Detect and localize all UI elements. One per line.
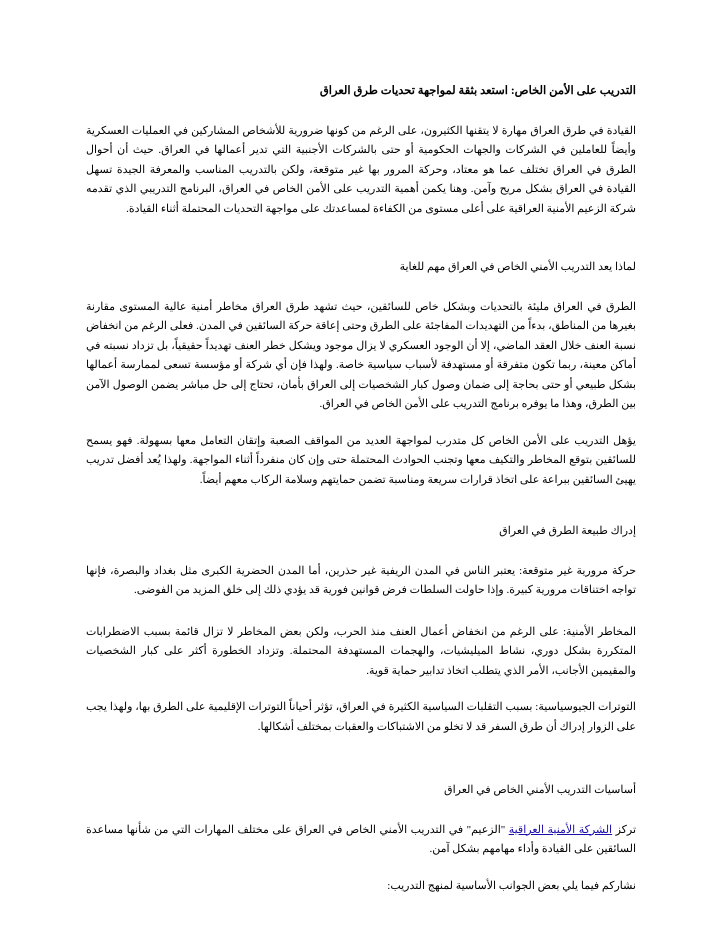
spacer (86, 278, 636, 298)
spacer (86, 490, 636, 522)
training-basics-text-start: تركز (612, 823, 637, 836)
document-page (86, 82, 636, 896)
section-heading-why-training: لماذا يعد التدريب الأمني الخاص في العراق مهم للغاية (399, 261, 636, 273)
why-training-paragraph-2: يؤهل التدريب على الأمن الخاص كل متدرب لمواجهة العديد من المواقف الصعبة وإتقان التعامل معها بسهولة. فهو يسمح للسائقين بتوقع المخاطر والتكيف معها وتجنب الحوادث المحتملة حتى وإن كان منفرداً أثناء المواجهة. ولهذا يُعد أفضل تدريب يهيئ السائقين ببراعة على اتخاذ قرارات سريعة ومناسبة تضمن حمايتهم وسلامة الركاب معهم أيضاً. (86, 434, 636, 486)
spacer (86, 601, 636, 623)
training-basics-paragraph (86, 821, 636, 860)
document-title: التدريب على الأمن الخاص: استعد بثقة لمواجهة تحديات طرق العراق (319, 85, 636, 97)
roads-security-paragraph: المخاطر الأمنية: على الرغم من انخفاض أعمال العنف منذ الحرب، ولكن بعض المخاطر لا تزال قائمة بسبب الاضطرابات المتكررة بشكل دوري، نشاط الميليشيات، والهجمات المستهدفة المحتملة. وتزداد الخطورة أكثر على كبار الشخصيات والمقيمين الأجانب، الأمر الذي يتطلب اتخاذ تدابير حماية قوية. (86, 625, 636, 677)
spacer (86, 681, 636, 698)
roads-traffic-paragraph: حركة مرورية غير متوقعة: يعتبر الناس في المدن الريفية غير حذرين، أما المدن الحضرية الكبرى مثل بغداد والبصرة، فإنها تواجه اختناقات مرورية كبيرة. وإذا حاولت السلطات فرض قوانين فورية قد يؤدي ذلك إلى خلق المزيد من الفوضى. (86, 564, 636, 596)
spacer (86, 860, 636, 877)
spacer (86, 801, 636, 821)
section-heading-roads-nature: إدراك طبيعة الطرق في العراق (499, 525, 636, 537)
spacer (86, 415, 636, 432)
section-heading-training-basics: أساسيات التدريب الأمني الخاص في العراق (444, 784, 636, 796)
spacer (86, 737, 636, 781)
training-aspects-intro: نشاركم فيما يلي بعض الجوانب الأساسية لمنهج التدريب: (387, 879, 636, 892)
roads-geopolitics-paragraph: التوترات الجيوسياسية: بسبب التقلبات السياسية الكثيرة في العراق، تؤثر أحياناً التوترات الإقليمية على الطرق بها، ولهذا يجب على الزوار إدراك أن طرق السفر قد لا تخلو من الاشتباكات والعقبات بمختلف أشكالها. (86, 701, 636, 733)
spacer (86, 219, 636, 258)
training-basics-text-end: "الزعيم" في التدريب الأمني الخاص في العراق على مختلف المهارات التي من شأنها مساعدة السائقين على القيادة وأداء مهامهم بشكل آمن. (86, 823, 636, 855)
spacer (86, 542, 636, 562)
company-link[interactable]: الشركة الأمنية العراقية (508, 823, 613, 836)
intro-paragraph: القيادة في طرق العراق مهارة لا يتقنها الكثيرون، على الرغم من كونها ضرورية للأشخاص المشاركين في العمليات العسكرية وأيضاً للعاملين في الشركات والجهات الحكومية أو حتى بالشركات الأجنبية التي تدير أعمالها في العراق. حيث أن أحوال الطرق في العراق تختلف عما هو معتاد، وحركة المرور بها غير متوقعة، ولكن بالتدريب المناسب والمعرفة الجيدة تسهل القيادة في العراق بشكل مريح وآمن. وهنا يكمن أهمية التدريب على الأمن الخاص في العراق، البرنامج التدريبي الذي تقدمه شركة الزعيم الأمنية العراقية على أعلى مستوى من الكفاءة لمساعدتك على مواجهة التحديات المحتملة أثناء القيادة. (86, 124, 636, 215)
why-training-paragraph-1: الطرق في العراق مليئة بالتحديات وبشكل خاص للسائقين، حيث تشهد طرق العراق مخاطر أمنية عالية المستوى مقارنة بغيرها من المناطق، بدءاً من التهديدات المفاجئة على الطرق وحتى إعاقة حركة السائقين في المدن. فعلى الرغم من انخفاض نسبة العنف خلال العقد الماضي، إلا أن الوجود العسكري لا يزال موجود ويشكل خطر العنف تهديداً حقيقياً، بل تزداد نسبته في أماكن معينة، ربما تكون متفرقة أو مستهدفة لأسباب سياسية خاصة. ولهذا فإن أي شركة أو مؤسسة تسعى لممارسة أعمالها بشكل طبيعي أو حتى بحاجة إلى ضمان وصول كبار الشخصيات إلى العراق بأمان، تحتاج إلى حل مباشر يضمن الوصول الآمن بين الطرق، وهذا ما يوفره برنامج التدريب على الأمن الخاص في العراق. (86, 300, 636, 410)
